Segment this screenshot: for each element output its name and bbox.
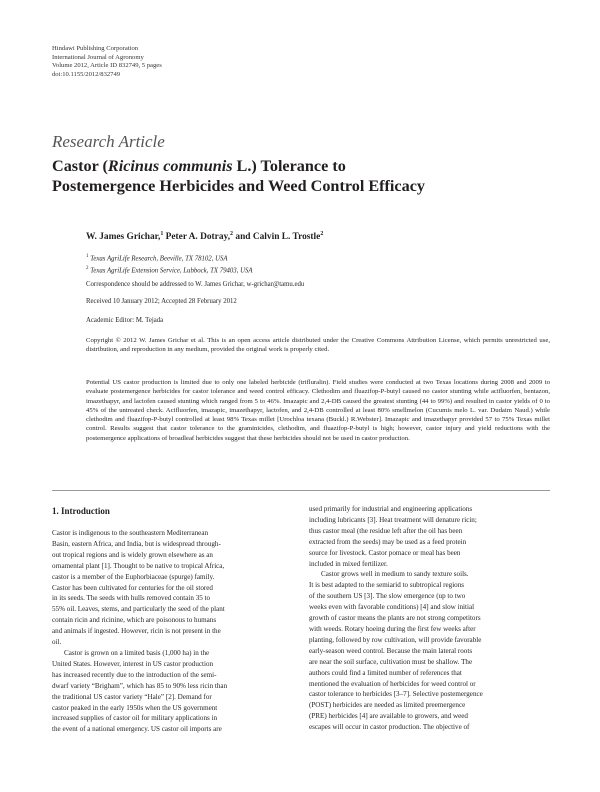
text-line: the event of a national emergency. US castor oil imports are [52, 725, 222, 734]
paragraph [309, 569, 550, 733]
text-line: including lubricants [3]. Heat treatment will denature ricin; [309, 515, 477, 524]
journal-name: International Journal of Agronomy [52, 53, 144, 61]
text-line: authors could find a limited number of references that [309, 668, 462, 677]
text-line: (POST) herbicides are needed as limited preemergence [309, 701, 466, 710]
text-line: (PRE) herbicides [4] are available to growers, and weed [309, 712, 468, 721]
text-line: increased supplies of castor oil for military applications in [52, 714, 218, 723]
text-line: used primarily for industrial and engineering applications [309, 505, 473, 513]
text-line: Castor has been cultivated for centuries for the oil stored [52, 583, 213, 592]
section-heading: 1. Introduction [52, 506, 110, 516]
doi[interactable]: doi:10.1155/2012/832749 [52, 70, 121, 78]
text-line: included in mixed fertilizer. [309, 559, 388, 568]
academic-editor: Academic Editor: M. Tejada [86, 317, 164, 324]
text-line: extracted from the seeds) may be used as a feed protein [309, 537, 467, 546]
text-line: has increased recently due to the introduction of the semi- [52, 670, 217, 679]
title-line2: Postemergence Herbicides and Weed Control Efficacy [52, 177, 425, 195]
text-line: Castor is grown on a limited basis (1,000 ha) in the [64, 648, 210, 657]
author-3: and Calvin L. Trostle [233, 232, 321, 243]
author-1: W. James Grichar, [86, 232, 161, 243]
article-type: Research Article [52, 132, 165, 151]
paragraph [309, 504, 550, 569]
body-column-right [309, 504, 550, 733]
section-divider [52, 490, 550, 491]
publisher: Hindawi Publishing Corporation [52, 45, 139, 52]
text-line: It is best adapted to the semiarid to subtropical regions [309, 581, 465, 590]
author-2-aff: 2 [230, 231, 234, 237]
correspondence: Correspondence should be addressed to W. James Grichar, w-grichar@tamu.edu [86, 281, 305, 288]
title-species: Ricinus communis [107, 157, 233, 175]
body-column-left [52, 528, 293, 735]
title-suffix: L.) Tolerance to [232, 157, 346, 175]
text-line: castor tolerance to herbicides [3–7]. Selective postemergence [309, 690, 483, 699]
author-list [86, 231, 323, 242]
affiliation-2: $^2$ Texas AgriLife Extension Service, Lubbock, TX 79403, USA [86, 266, 253, 275]
text-line: ornamental plant [1]. Thought to be native to tropical Africa, [52, 561, 225, 570]
text-line: mentioned the evaluation of herbicides for weed control or [309, 679, 476, 688]
text-line: Castor is indigenous to the southeastern Mediterranean [52, 529, 209, 537]
text-line: Castor grows well in medium to sandy texture soils. [321, 570, 469, 579]
affiliations [86, 252, 253, 277]
text-line: dwarf variety “Brigham”, which has 85 to 90% less ricin than [52, 681, 228, 690]
text-line: the traditional US castor variety “Hale” [2]. Demand for [52, 692, 212, 701]
text-line: castor peaked in the early 1950s when the US government [52, 703, 218, 712]
journal-header [52, 45, 162, 79]
text-line: and animals if ingested. However, ricin is not present in the [52, 627, 221, 636]
text-line: Basin, eastern Africa, and India, but is widespread through- [52, 539, 221, 548]
text-line: out tropical regions and is widely grown elsewhere as an [52, 550, 213, 559]
text-line: growth of castor means the plants are not strong competitors [309, 614, 481, 623]
copyright-notice: Copyright © 2012 W. James Grichar et al. This is an open access article distributed under the Creative Commons Attribution License, which permits unrestricted use, distribution, and reproduction in any medium, provided the original work is properly cited. [86, 337, 550, 354]
article-title [52, 156, 532, 196]
text-line: source for livestock. Castor pomace or meal has been [309, 548, 461, 557]
text-line: oil. [52, 638, 62, 647]
text-line: weeks even with favorable conditions) [4] and slow initial [309, 603, 475, 612]
paragraph [52, 528, 293, 648]
text-line: early-season weed control. Because the main lateral roots [309, 646, 473, 655]
author-3-aff: 2 [320, 231, 324, 237]
text-line: United States. However, interest in US castor production [52, 659, 214, 668]
author-2: Peter A. Dotray, [163, 232, 231, 243]
text-line: escapes will occur in castor production. The objective of [309, 723, 470, 732]
text-line: in its seeds. The seeds with hulls removed contain 35 to [52, 594, 211, 603]
paragraph [52, 648, 293, 735]
text-line: castor is a member of the Euphorbiaceae (spurge) family. [52, 572, 215, 581]
abstract: Potential US castor production is limited due to only one labeled herbicide (trifluralin). Field studies were conducted at two Texas locations during 2008 and 2009 to evaluate postemergence herbicides for castor tolerance and weed control efficacy. Clethodim and fluazifop-P-butyl caused no castor stunting while acifluorfen, bentazon, imazethapyr, and lactofen caused stunting which ranged from 5 to 46%. Imazapic and 2,4-DB caused the greatest stunting (44 to 99%) and resulted in castor yields of 0 to 45% of the untreated check. Acifluorfen, imazapic, imazethapyr, lactofen, and 2,4-DB controlled at least 80% smellmelon (Cucumis melo L. var. Dudaim Naud.) while clethodim and fluazifop-P-butyl controlled at least 98% Texas millet [Urochloa texana (Buckl.) R.Webster]. Imazapic and imazethapyr provided 57 to 75% Texas millet control. Results suggest that castor tolerance to the graminicides, clethodim, and fluazifop-P-butyl is high; however, castor injury and yield reductions with the postemergence applications of broadleaf herbicides suggest that these herbicides should not be used in castor production. [86, 379, 550, 442]
text-line: of the southern US [3]. The slow emergence (up to two [309, 592, 466, 601]
text-line: are near the soil surface, cultivation must be shallow. The [309, 657, 473, 666]
text-line: thus castor meal (the residue left after the oil has been [309, 526, 463, 535]
volume-info: Volume 2012, Article ID 832749, 5 pages [52, 62, 162, 70]
text-line: with weeds. Rotary hoeing during the first few weeks after [309, 624, 476, 633]
affiliation-1: $^1$ Texas AgriLife Research, Beeville, TX 78102, USA [86, 254, 228, 263]
title-prefix: Castor ( [52, 157, 108, 175]
text-line: contain ricin and ricinine, which are poisonous to humans [52, 616, 217, 625]
received-date: Received 10 January 2012; Accepted 28 February 2012 [86, 298, 237, 305]
text-line: planting, followed by row cultivation, will provide favorable [309, 635, 482, 644]
text-line: 55% oil. Leaves, stems, and particularly the seed of the plant [52, 605, 225, 614]
author-1-aff: 1 [160, 231, 164, 237]
